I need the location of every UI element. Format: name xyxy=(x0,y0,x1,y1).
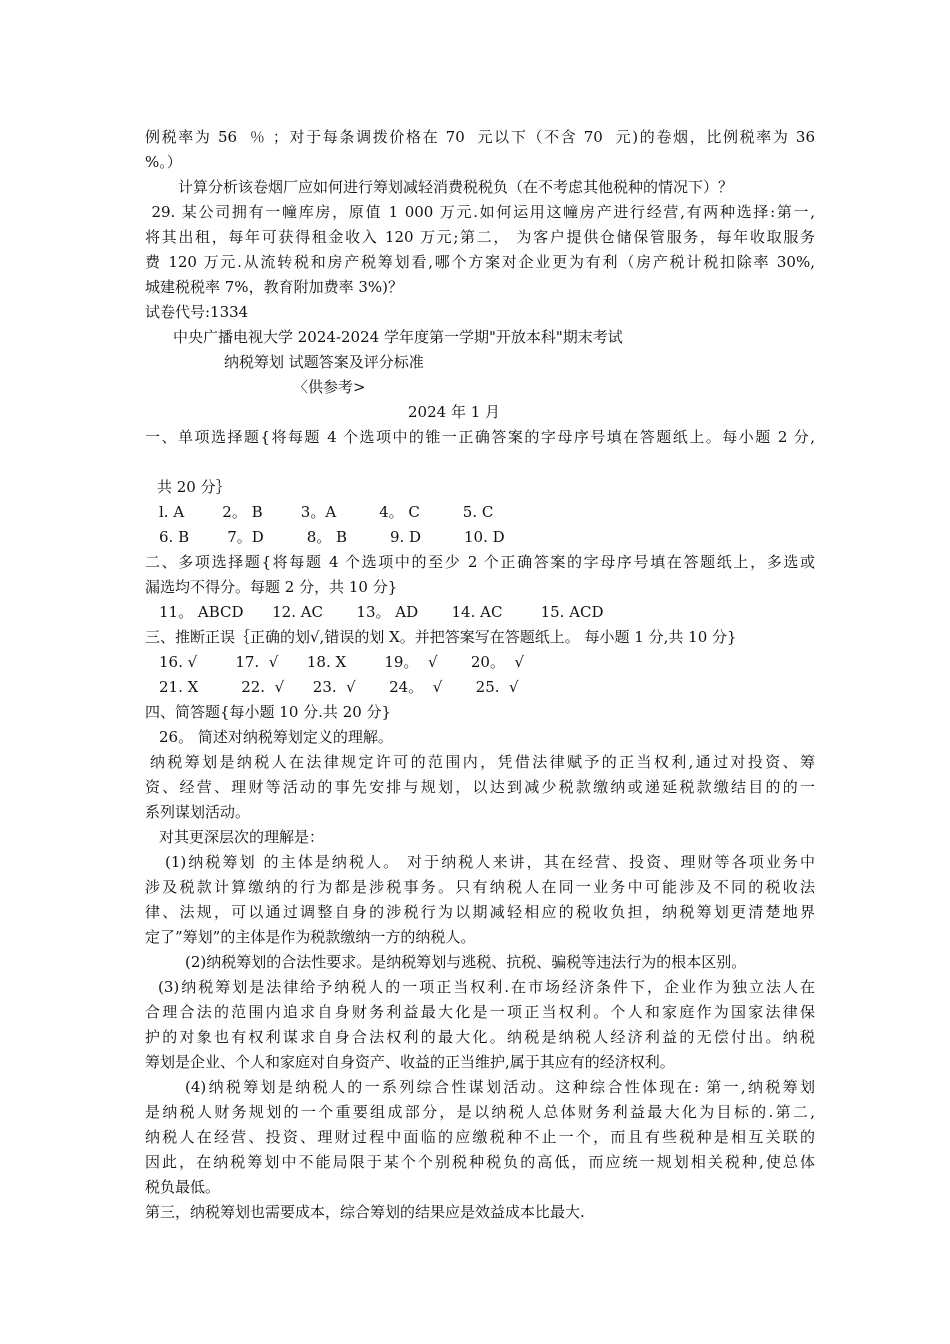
text-line: 漏选均不得分。每题 2 分，共 10 分} xyxy=(145,578,398,596)
text-line: 纳税筹划 试题答案及评分标准 xyxy=(224,353,424,371)
text-line: 定了”筹划”的主体是作为税款缴纳一方的纳税人。 xyxy=(145,928,476,946)
text-line: 16. √ 17. √ 18. X 19。 √ 20。 √ xyxy=(159,653,525,671)
text-line: (2)纳税筹划的合法性要求。是纳税筹划与逃税、抗税、骗税等违法行为的根本区别。 xyxy=(185,953,747,971)
text-line: 例税率为 56 ％ ；对于每条调拨价格在 70 元以下（不含 70 元)的卷烟，比例税率为 36 xyxy=(145,128,815,146)
text-line: 纳税筹划是纳税人在法律规定许可的范围内，凭借法律赋予的正当权利,通过对投资、筹 xyxy=(150,753,815,771)
text-line: 涉及税款计算缴纳的行为都是涉税事务。只有纳税人在同一业务中可能涉及不同的税收法 xyxy=(145,878,815,896)
text-line: 一、单项选择题{将每题 4 个选项中的锥一正确答案的字母序号填在答题纸上。每小题 2 分, xyxy=(145,428,815,446)
text-line: 系列谋划活动。 xyxy=(145,803,251,821)
text-line: 城建税税率 7%，教育附加费率 3%)？ xyxy=(145,278,403,296)
text-line: 因此，在纳税筹划中不能局限于某个个别税种税负的高低，而应统一规划相关税种,使总体 xyxy=(145,1153,815,1171)
text-line: (1)纳税筹划 的主体是纳税人。 对于纳税人来讲，其在经营、投资、理财等各项业务中 xyxy=(165,853,815,871)
text-line: 共 20 分｝ xyxy=(157,478,231,496)
text-line: l. A 2。 B 3。A 4。 C 5. C xyxy=(159,503,494,521)
text-line: 试卷代号:1334 xyxy=(145,303,249,321)
text-line: 第三，纳税筹划也需要成本，综合筹划的结果应是效益成本比最大. xyxy=(145,1203,585,1221)
text-line: 二、多项选择题{将每题 4 个选项中的至少 2 个正确答案的字母序号填在答题纸上，多选或 xyxy=(145,553,815,571)
text-line: 29. 某公司拥有一幢库房，原值 1 000 万元.如何运用这幢房产进行经营,有两种选择:第一, xyxy=(145,203,815,221)
text-line: 资、经营、理财等活动的事先安排与规划，以达到减少税款缴纳或递延税款缴结目的的一 xyxy=(145,778,815,796)
text-line: %。） xyxy=(145,153,182,171)
text-line: 合理合法的范围内追求自身财务利益最大化是一项正当权利。个人和家庭作为国家法律保 xyxy=(145,1003,815,1021)
text-line: 6. B 7。D 8。 B 9. D 10. D xyxy=(159,528,505,546)
text-line: 四、简答题{每小题 10 分.共 20 分} xyxy=(145,703,392,721)
text-line: 三、推断正误｛正确的划√,错误的划 X。并把答案写在答题纸上。 每小题 1 分,共 10 分} xyxy=(145,628,737,646)
text-line: (4)纳税筹划是纳税人的一系列综合性谋划活动。这种综合性体现在: 第一,纳税筹划 xyxy=(185,1078,815,1096)
text-line: 2024 年 1 月 xyxy=(408,403,501,421)
text-line: 护的对象也有权利谋求自身合法权利的最大化。纳税是纳税人经济利益的无偿付出。纳税 xyxy=(145,1028,815,1046)
text-line: 是纳税人财务规划的一个重要组成部分，是以纳税人总体财务利益最大化为目标的.第二, xyxy=(145,1103,815,1121)
text-line: 税负最低。 xyxy=(145,1178,221,1196)
text-line: 中央广播电视大学 2024-2024 学年度第一学期"开放本科"期末考试 xyxy=(173,328,623,346)
text-line: 对其更深层次的理解是： xyxy=(159,828,325,846)
text-line: 26。 简述对纳税筹划定义的理解。 xyxy=(159,728,393,746)
text-line: 纳税人在经营、投资、理财过程中面临的应缴税种不止一个，而且有些税种是相互关联的 xyxy=(145,1128,815,1146)
text-line: 费 120 万元.从流转税和房产税筹划看,哪个方案对企业更为有利（房产税计税扣除率 30%, xyxy=(145,253,815,271)
text-line: (3)纳税筹划是法律给予纳税人的一项正当权利.在市场经济条件下，企业作为独立法人在 xyxy=(158,978,815,996)
text-line: 计算分析该卷烟厂应如何进行筹划减轻消费税税负（在不考虑其他税种的情况下）？ xyxy=(178,178,734,196)
text-line: 筹划是企业、个人和家庭对自身资产、收益的正当维护,属于其应有的经济权利。 xyxy=(145,1053,675,1071)
text-line xyxy=(145,451,815,473)
text-line: 11。 ABCD 12. AC 13。 AD 14. AC 15. ACD xyxy=(159,603,604,621)
text-line: 律、法规，可以通过调整自身的涉税行为以期减轻相应的税收负担，纳税筹划更清楚地界 xyxy=(145,903,815,921)
text-line: 将其出租，每年可获得租金收入 120 万元;第二， 为客户提供仓储保管服务，每年收取服务 xyxy=(145,228,815,246)
text-line: 〈供参考> xyxy=(293,378,366,396)
text-line: 21. X 22. √ 23. √ 24。 √ 25. √ xyxy=(159,678,519,696)
